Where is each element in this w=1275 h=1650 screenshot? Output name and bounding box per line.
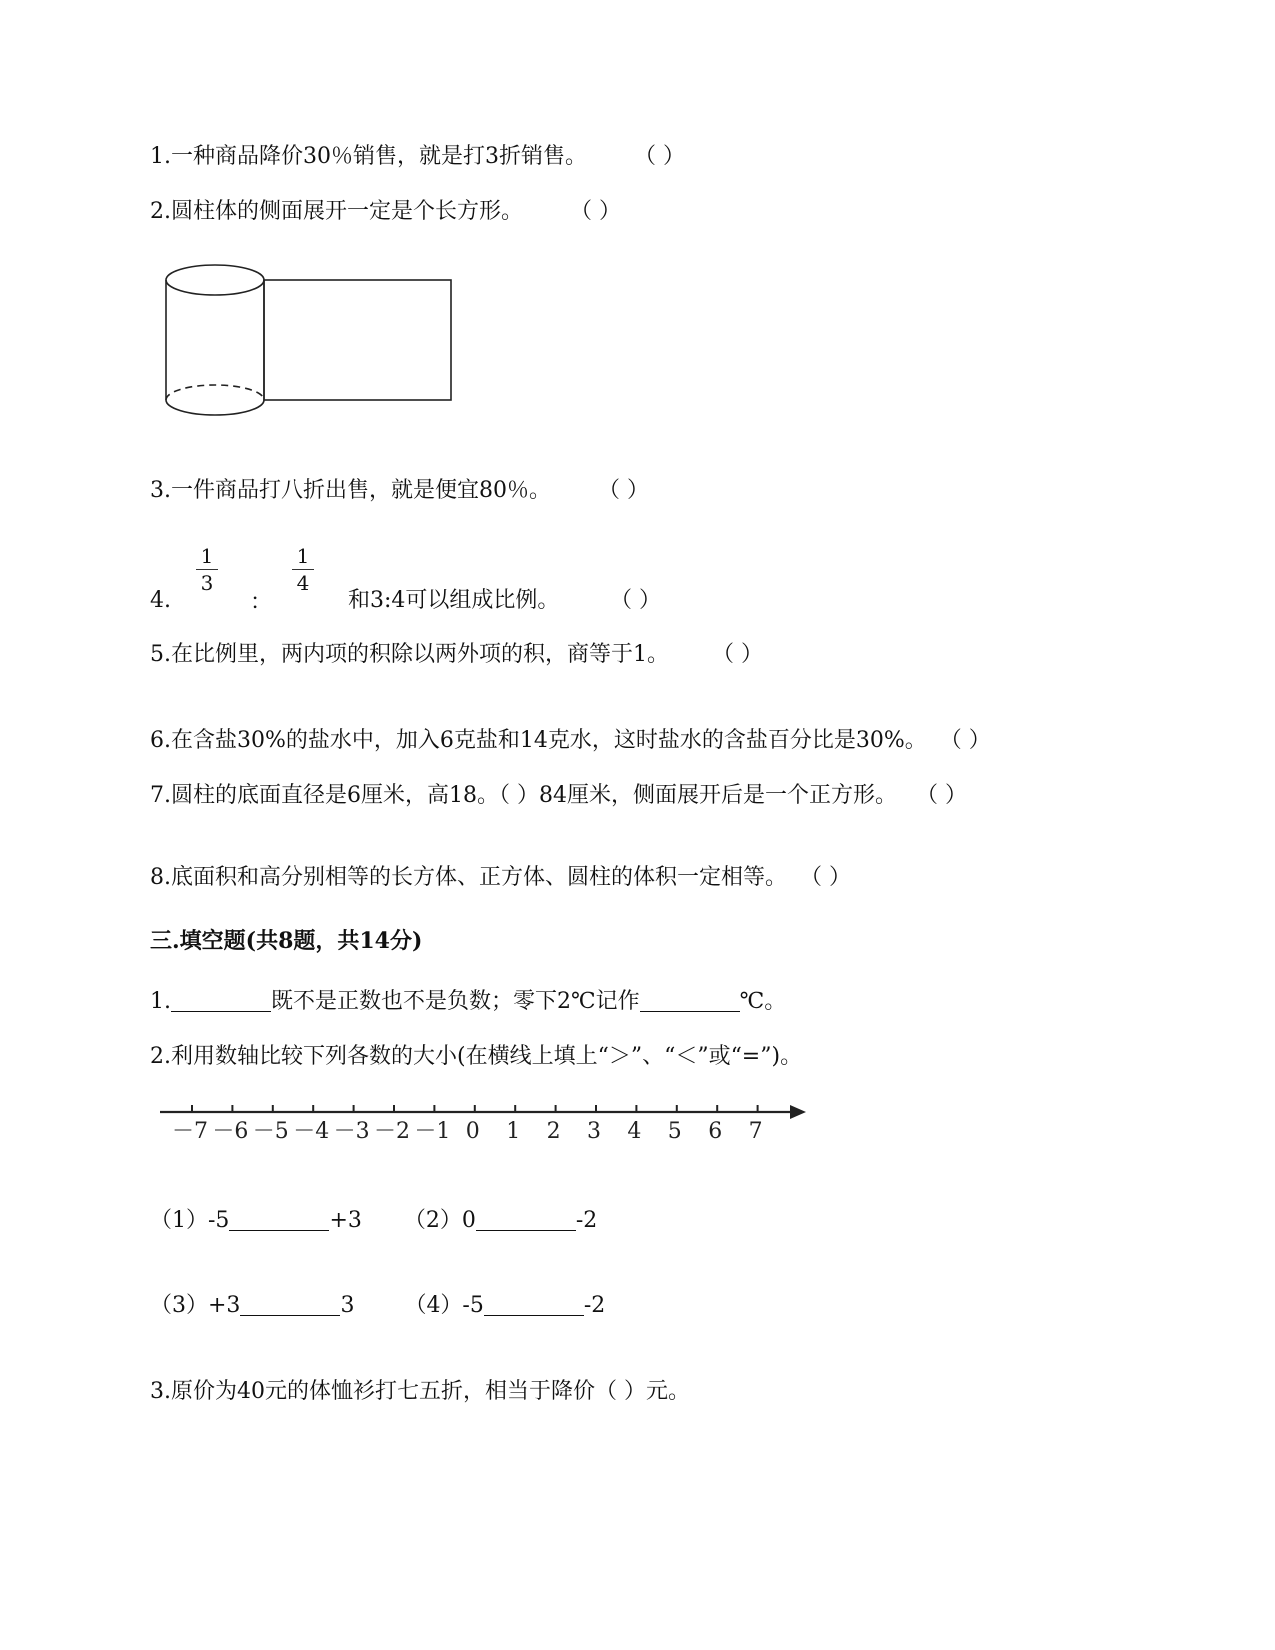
- compare-after: -2: [575, 1208, 598, 1233]
- fraction-bar: [196, 569, 218, 570]
- question-3: [150, 476, 649, 506]
- fill-question-3: 3.原价为40元的体恤衫打七五折，相当于降价（ ）元。: [150, 1379, 690, 1404]
- question-text: 2.圆柱体的侧面展开一定是个长方形。: [150, 199, 523, 224]
- answer-blank[interactable]: [171, 989, 271, 1012]
- number-line-label: 3: [587, 1119, 601, 1144]
- number-line-label: －5: [252, 1119, 289, 1144]
- compare-after: +3: [329, 1208, 362, 1233]
- compare-after: 3: [340, 1293, 355, 1318]
- number-line: [150, 1100, 820, 1150]
- answer-paren[interactable]: （ ）: [598, 478, 649, 503]
- fraction-one-third: [192, 545, 222, 594]
- compare-label: （1）-5: [150, 1208, 230, 1233]
- compare-label: （4）-5: [404, 1293, 484, 1318]
- answer-blank[interactable]: [229, 1208, 329, 1231]
- compare-label: （3）+3: [150, 1293, 241, 1318]
- question-text: 6.在含盐30%的盐水中，加入6克盐和14克水，这时盐水的含盐百分比是30%。: [150, 728, 927, 753]
- question-text: 8.底面积和高分别相等的长方体、正方体、圆柱的体积一定相等。: [150, 865, 787, 890]
- answer-paren[interactable]: （ ）: [800, 865, 851, 890]
- cylinder-top-ellipse: [166, 265, 264, 295]
- ratio-colon: ：: [250, 590, 273, 615]
- question-7: [150, 781, 967, 811]
- question-text: 5.在比例里，两内项的积除以两外项的积，商等于1。: [150, 642, 669, 667]
- fraction-bar: [292, 569, 314, 570]
- number-line-label: －6: [212, 1119, 249, 1144]
- number-line-label: －1: [414, 1119, 451, 1144]
- answer-paren[interactable]: （ ）: [712, 642, 763, 667]
- number-line-label: 4: [627, 1119, 642, 1144]
- number-line-label: 5: [667, 1119, 682, 1144]
- section-title: 三.填空题(共8题，共14分): [150, 928, 423, 954]
- answer-paren[interactable]: （ ）: [570, 199, 621, 224]
- number-line-label: 2: [546, 1119, 561, 1144]
- cylinder-bottom-front: [166, 400, 264, 415]
- question-text: 既不是正数也不是负数；零下2℃记作: [271, 989, 640, 1014]
- number-line-label: －2: [374, 1119, 410, 1144]
- number-line-label: －3: [333, 1119, 370, 1144]
- compare-row-1: [150, 1206, 597, 1236]
- answer-paren[interactable]: （ ）: [633, 144, 685, 169]
- question-text: 7.圆柱的底面直径是6厘米，高18。（ ）84厘米，侧面展开后是一个正方形。: [150, 783, 897, 808]
- answer-blank[interactable]: [476, 1208, 576, 1231]
- question-suffix: ℃。: [739, 989, 787, 1014]
- answer-paren[interactable]: （ ）: [915, 783, 967, 808]
- fill-question-2: 2.利用数轴比较下列各数的大小(在横线上填上“＞”、“＜”或“=”)。: [150, 1044, 803, 1069]
- number-line-label: －4: [293, 1119, 330, 1144]
- question-text: 和3:4可以组成比例。: [348, 588, 560, 613]
- fraction-numerator: 1: [296, 544, 310, 568]
- question-8: [150, 863, 851, 893]
- question-text: 3.一件商品打八折出售，就是便宜80％。: [150, 478, 551, 503]
- answer-paren[interactable]: （ ）: [610, 588, 661, 613]
- fraction-denominator: 3: [200, 571, 214, 595]
- answer-blank[interactable]: [484, 1293, 584, 1316]
- fraction-one-quarter: [288, 545, 318, 594]
- answer-blank[interactable]: [240, 1293, 340, 1316]
- cylinder-unfold-figure: [160, 258, 460, 423]
- number-line-label: －7: [172, 1119, 208, 1144]
- compare-label: （2）0: [403, 1208, 476, 1233]
- answer-blank[interactable]: [640, 989, 740, 1012]
- number-line-label: 6: [708, 1119, 723, 1144]
- question-number: 4.: [150, 588, 171, 613]
- number-line-label: 7: [748, 1119, 763, 1144]
- cylinder-bottom-back-dashed: [166, 385, 264, 400]
- question-5: [150, 640, 763, 670]
- question-number: 1.: [150, 989, 171, 1014]
- fraction-denominator: 4: [296, 571, 310, 595]
- fill-question-1: [150, 987, 786, 1017]
- question-2: [150, 197, 621, 227]
- number-line-label: 1: [506, 1119, 521, 1144]
- number-line-label: 0: [465, 1119, 480, 1144]
- question-text: 1.一种商品降价30％销售，就是打3折销售。: [150, 144, 587, 169]
- compare-after: -2: [583, 1293, 606, 1318]
- answer-paren[interactable]: （ ）: [939, 728, 991, 753]
- number-line-arrow: [790, 1105, 806, 1119]
- compare-row-2: [150, 1291, 605, 1321]
- fraction-numerator: 1: [200, 544, 214, 568]
- question-6: [150, 726, 991, 756]
- unfolded-rectangle: [264, 280, 451, 400]
- question-1: [150, 142, 685, 172]
